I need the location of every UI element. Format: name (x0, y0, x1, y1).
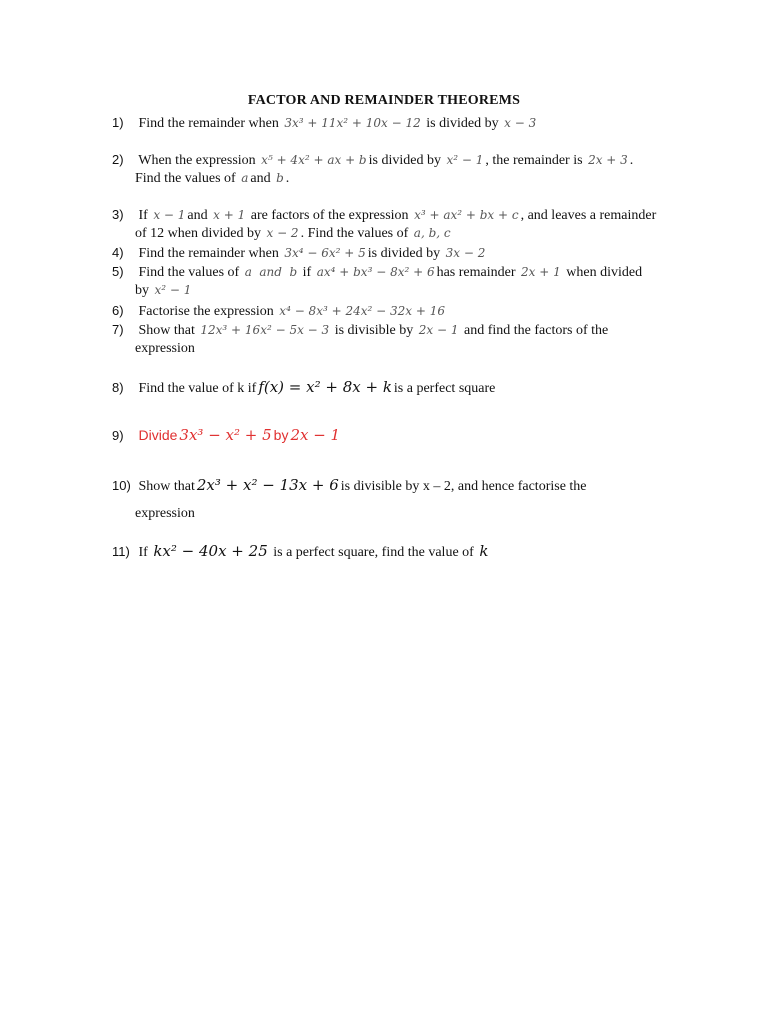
math-expression: b (276, 171, 284, 185)
math-expression: x + 1 (213, 208, 246, 222)
question-text: Find the remainder when (138, 246, 279, 261)
question-text: is divisible by x – 2, and hence factorise the (340, 479, 587, 494)
math-expression: a, b, c (413, 226, 451, 240)
question-8 (112, 378, 652, 398)
question-number: 1) (112, 115, 124, 130)
question-text: by (135, 283, 149, 298)
question-text: is a perfect square, find the value of (273, 545, 474, 560)
math-expression: 2x + 1 (521, 265, 561, 279)
math-expression: 3x³ + 11x² + 10x − 12 (284, 116, 421, 130)
question-number: 9) (112, 428, 124, 443)
math-expression: b (289, 265, 298, 279)
math-expression: x − 3 (504, 116, 537, 130)
math-expression: x⁴ − 8x³ + 24x² − 32x + 16 (279, 304, 445, 318)
math-expression: x − 1 (153, 208, 186, 222)
question-text: Show that (138, 479, 195, 494)
question-number: 6) (112, 303, 124, 318)
question-10-continued (135, 504, 195, 523)
question-3-continued (135, 224, 453, 243)
math-expression: x² − 1 (154, 283, 192, 297)
question-text: If (138, 545, 148, 560)
question-text: Show that (138, 323, 195, 338)
question-text: . (285, 171, 290, 186)
question-number: 3) (112, 207, 124, 222)
question-text: and (187, 208, 208, 223)
question-number: 10) (112, 478, 131, 493)
math-expression: x − 2 (266, 226, 299, 240)
question-text: and find the factors of the (463, 323, 609, 338)
math-expression: 2x + 3 (588, 153, 628, 167)
math-expression: 3x − 2 (445, 246, 486, 260)
question-4 (112, 243, 652, 263)
question-number: 2) (112, 152, 124, 167)
question-1 (112, 113, 652, 133)
question-text: is a perfect square (393, 381, 496, 396)
math-expression: a (244, 265, 252, 279)
question-10 (112, 476, 652, 496)
math-expression: x² − 1 (446, 153, 484, 167)
question-9 (112, 426, 652, 446)
question-text: , and leaves a remainder (520, 208, 657, 223)
math-expression: 3x⁴ − 6x² + 5 (284, 246, 366, 260)
question-text: of 12 when divided by (135, 226, 261, 241)
question-text: has remainder (436, 265, 516, 280)
question-text: if (302, 265, 312, 280)
question-text: expression (135, 506, 195, 521)
math-expression: f(x) = x² + 8x + k (258, 378, 392, 396)
question-text: and (250, 171, 271, 186)
question-text: Find the value of k if (138, 381, 257, 396)
question-3 (112, 205, 657, 225)
page-title: FACTOR AND REMAINDER THEOREMS (247, 93, 521, 108)
question-text: Find the remainder when (138, 116, 279, 131)
math-expression: a (241, 171, 249, 185)
question-number: 8) (112, 380, 124, 395)
question-text: , the remainder is (485, 153, 583, 168)
question-number: 7) (112, 322, 124, 337)
question-text: Find the values of (138, 265, 240, 280)
question-text: expression (135, 341, 195, 356)
math-expression: x³ + ax² + bx + c (414, 208, 519, 222)
question-text: . Find the values of (300, 226, 409, 241)
question-text: If (138, 208, 148, 223)
question-7 (112, 320, 652, 340)
question-5 (112, 262, 652, 282)
question-text: is divisible by (334, 323, 414, 338)
question-text: are factors of the expression (250, 208, 409, 223)
question-text: Divide (138, 427, 178, 443)
question-text: by (273, 427, 289, 443)
question-number: 4) (112, 245, 124, 260)
math-expression: ax⁴ + bx³ − 8x² + 6 (316, 265, 435, 279)
question-11 (112, 542, 652, 562)
math-expression: 2x − 1 (418, 323, 459, 337)
question-text: when divided (566, 265, 643, 280)
question-number: 11) (112, 544, 130, 559)
question-text: . (629, 153, 634, 168)
question-text: Find the values of (135, 171, 236, 186)
math-expression: and (259, 265, 282, 279)
question-text: is divided by (426, 116, 499, 131)
question-2-continued (135, 169, 289, 188)
question-6 (112, 301, 652, 321)
question-text: When the expression (138, 153, 256, 168)
math-expression: x⁵ + 4x² + ax + b (261, 153, 367, 167)
question-text: is divided by (368, 153, 441, 168)
question-7-continued (135, 339, 195, 358)
question-text: is divided by (367, 246, 441, 261)
math-expression: 2x³ + x² − 13x + 6 (196, 476, 339, 494)
question-5-continued (135, 281, 193, 300)
question-text: Factorise the expression (138, 304, 274, 319)
math-expression: kx² − 40x + 25 (153, 542, 268, 560)
math-expression: 2x − 1 (290, 426, 341, 444)
math-expression: 3x³ − x² + 5 (179, 426, 272, 444)
math-expression: k (479, 542, 489, 560)
question-2 (112, 150, 652, 170)
math-expression: 12x³ + 16x² − 5x − 3 (200, 323, 330, 337)
question-number: 5) (112, 264, 124, 279)
